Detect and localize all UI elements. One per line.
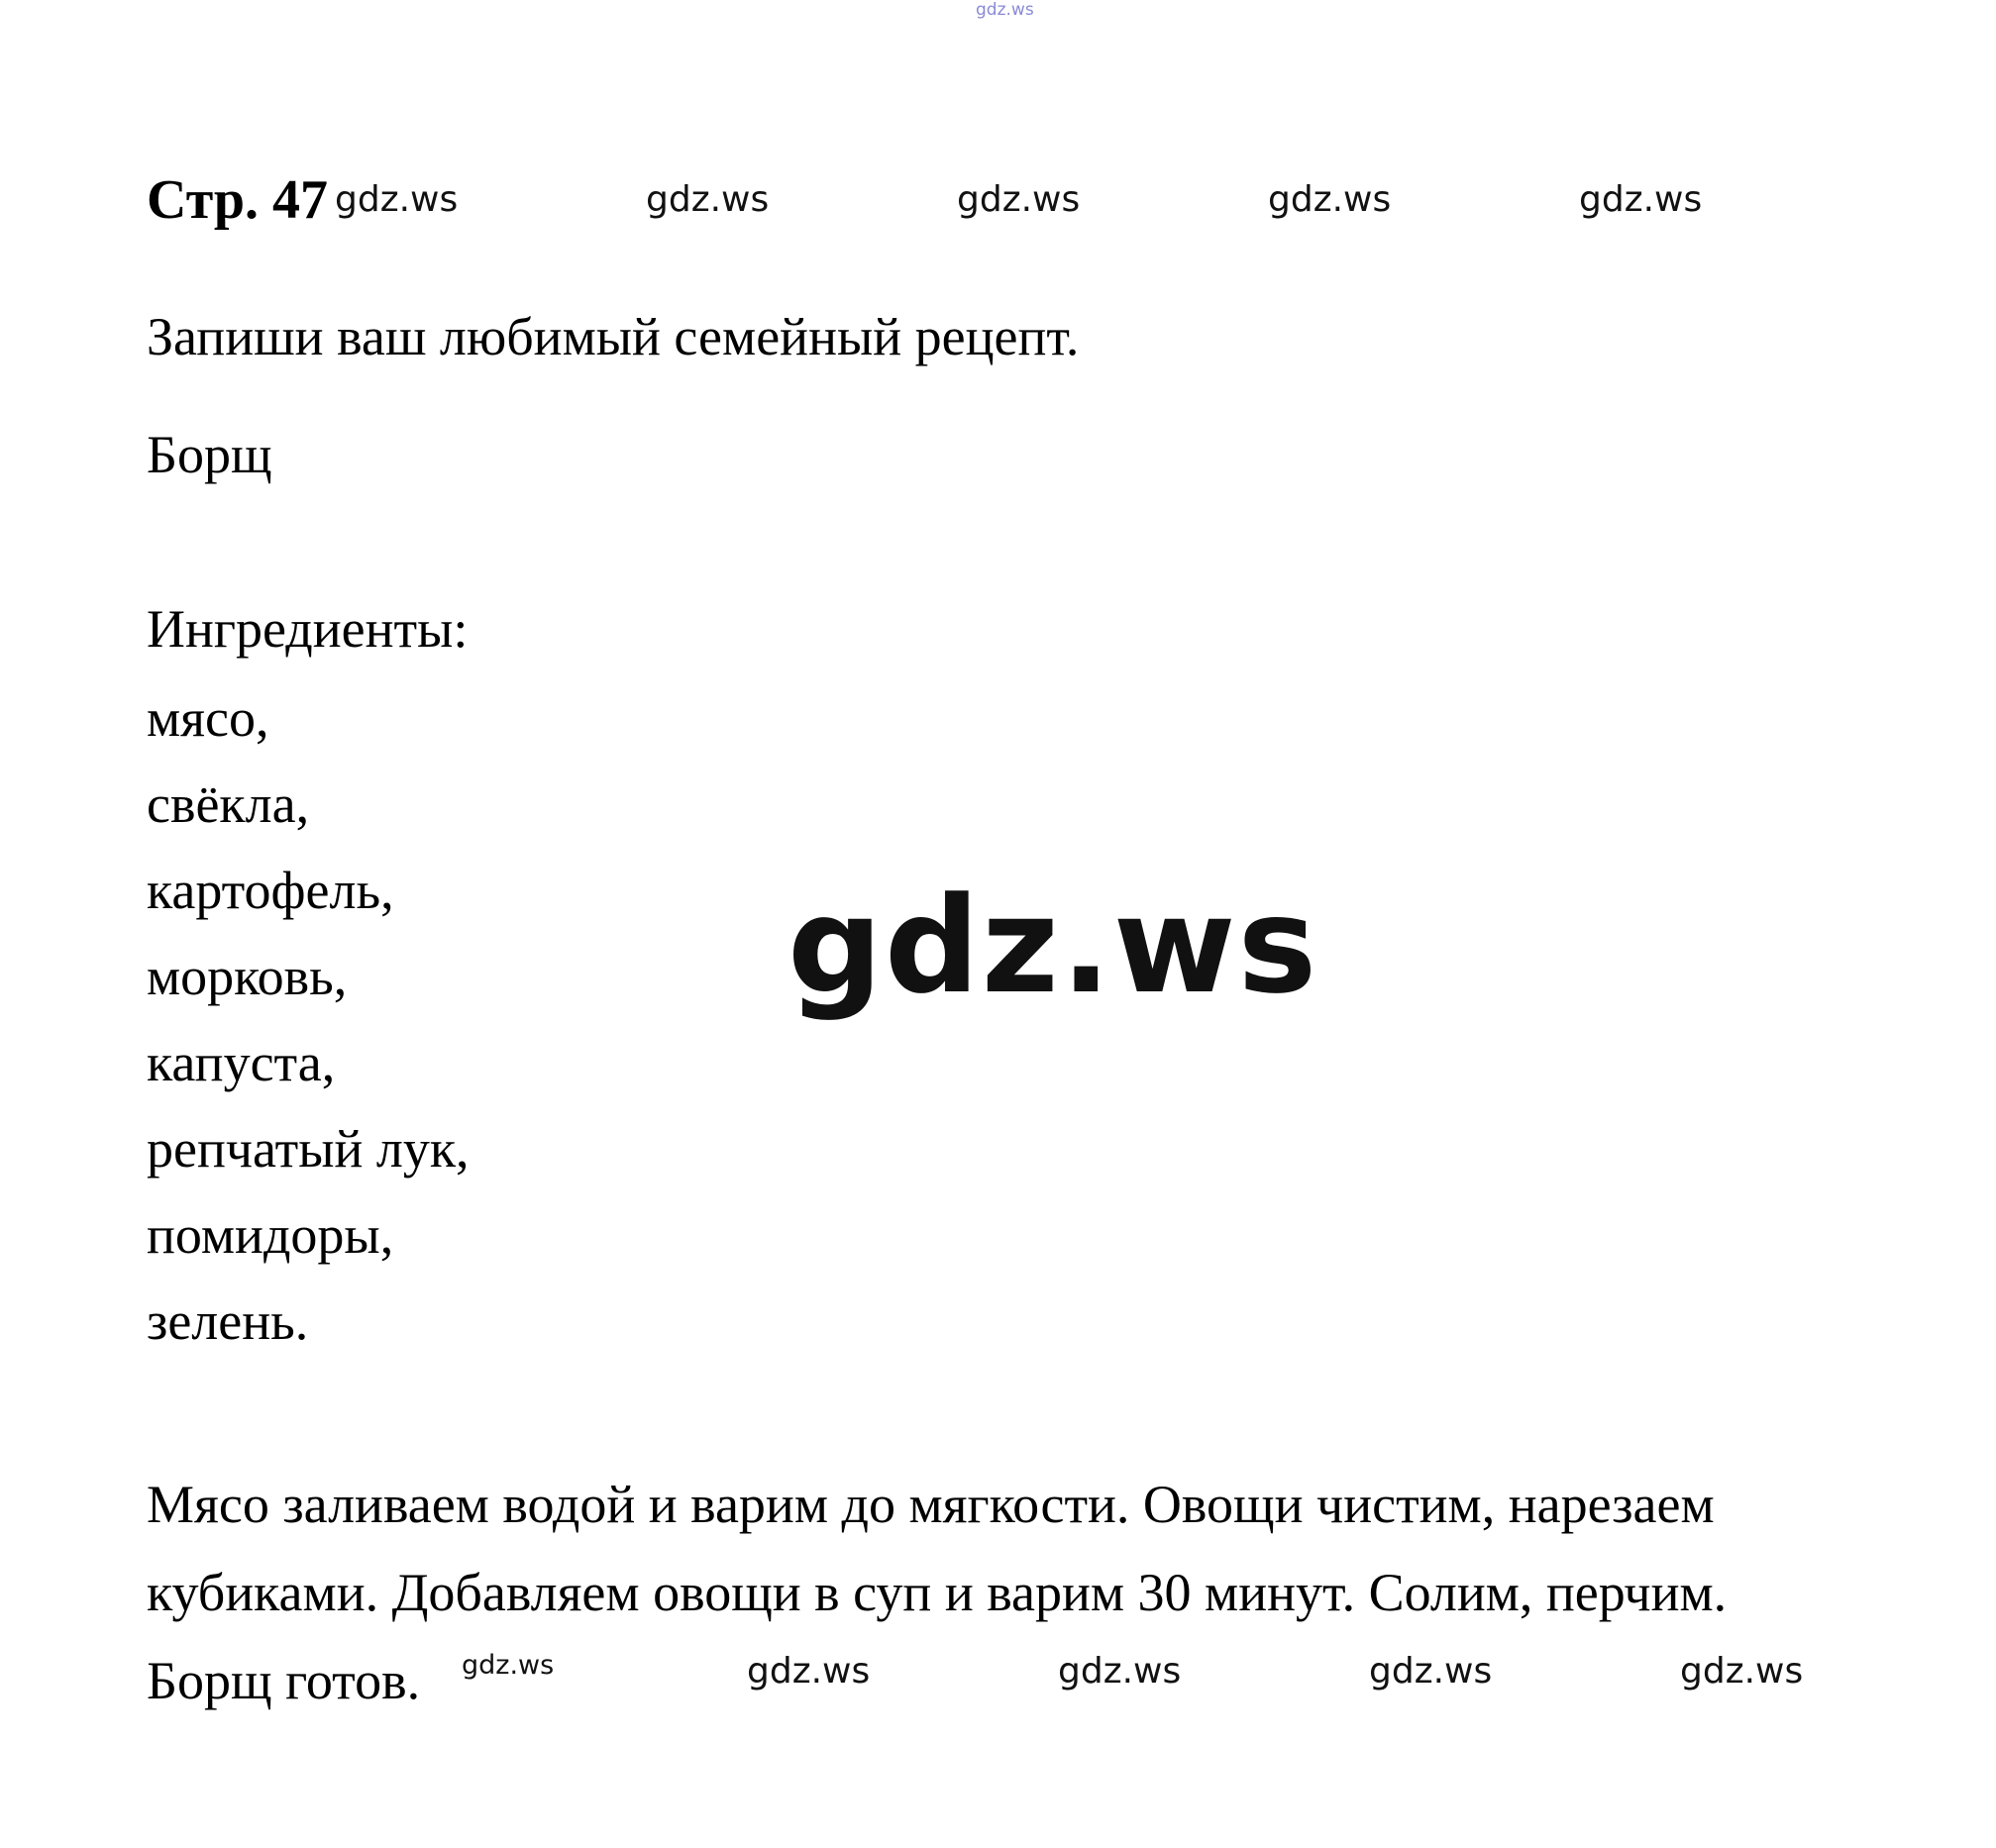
- instructions-line: Борщ готов.: [147, 1651, 421, 1710]
- ingredient-item: мясо,: [147, 688, 269, 748]
- footer-watermark: gdz.ws: [1369, 1651, 1493, 1692]
- center-watermark: gdz.ws: [788, 869, 1319, 1023]
- header-watermark: gdz.ws: [1579, 179, 1703, 220]
- ingredients-list: [147, 675, 470, 1365]
- ingredient-item: помидоры,: [147, 1205, 394, 1265]
- header-watermark: gdz.ws: [335, 179, 459, 220]
- dish-name: Борщ: [147, 425, 272, 484]
- task-prompt: Запиши ваш любимый семейный рецепт.: [147, 307, 1080, 366]
- page-title: Стр. 47: [147, 169, 329, 231]
- footer-watermark: gdz.ws: [1058, 1651, 1182, 1692]
- header-watermark: gdz.ws: [1268, 179, 1392, 220]
- footer-watermark: gdz.ws: [1680, 1651, 1804, 1692]
- ingredient-item: морковь,: [147, 947, 348, 1006]
- ingredient-item: репчатый лук,: [147, 1119, 470, 1179]
- header-watermark: gdz.ws: [646, 179, 770, 220]
- top-watermark: gdz.ws: [976, 0, 1034, 20]
- ingredient-item: зелень.: [147, 1291, 309, 1351]
- instructions-line: кубиками. Добавляем овощи в суп и варим 30 минут. Солим, перчим.: [147, 1563, 1728, 1622]
- footer-watermark: gdz.ws: [747, 1651, 871, 1692]
- ingredient-item: свёкла,: [147, 774, 310, 834]
- header-watermark: gdz.ws: [957, 179, 1081, 220]
- ingredients-heading: Ингредиенты:: [147, 599, 469, 659]
- ingredient-item: капуста,: [147, 1033, 336, 1092]
- instructions-line: Мясо заливаем водой и варим до мягкости. Овощи чистим, нарезаем: [147, 1475, 1715, 1534]
- ingredient-item: картофель,: [147, 861, 394, 920]
- footer-watermark: gdz.ws: [462, 1650, 555, 1681]
- recipe-instructions: [147, 1461, 1890, 1725]
